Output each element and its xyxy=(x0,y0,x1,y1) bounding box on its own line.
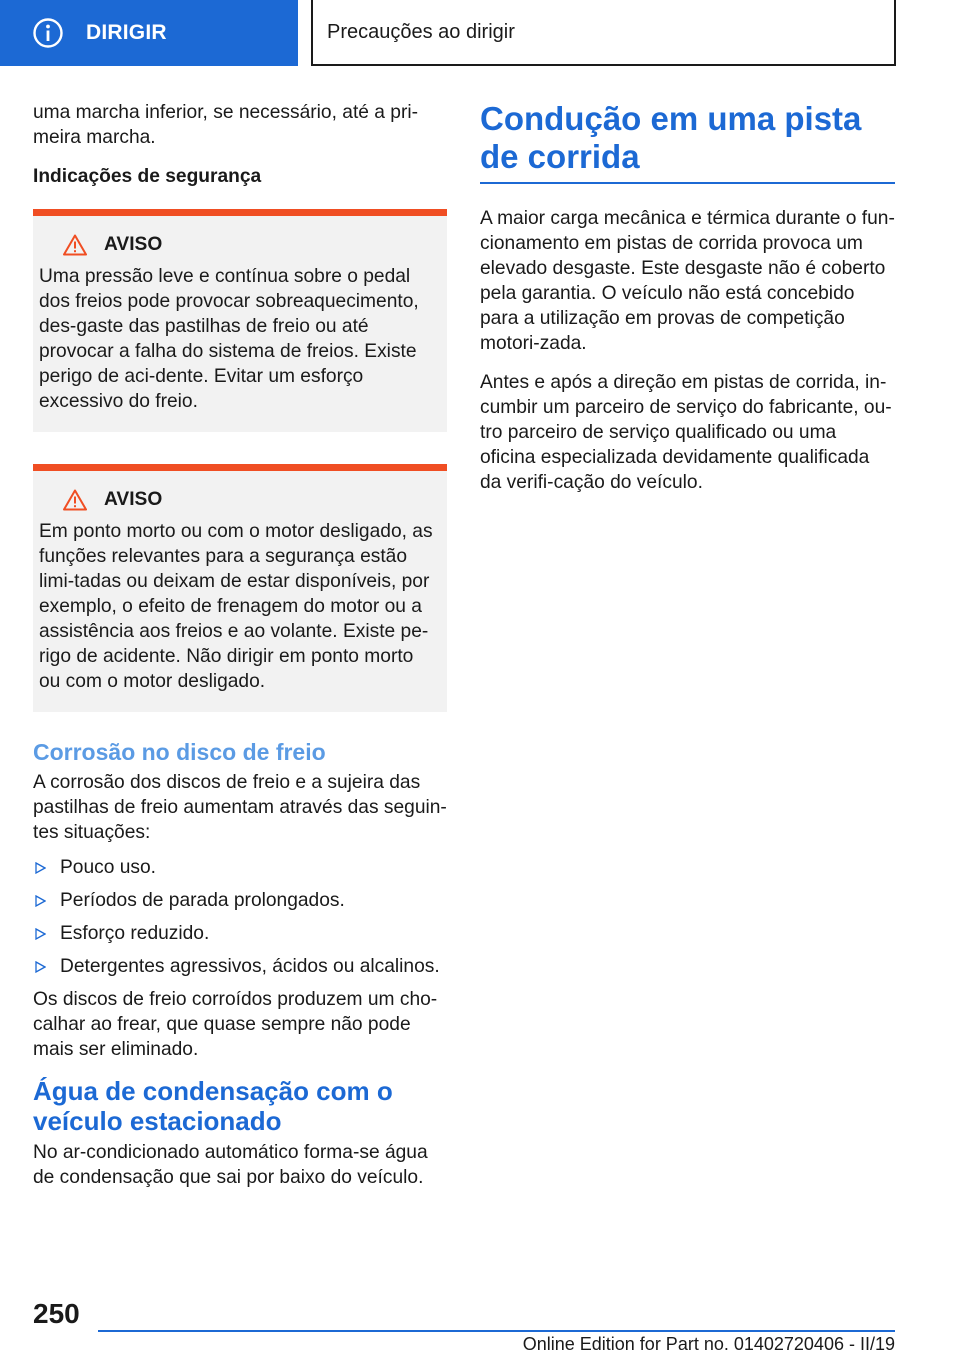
page-number: 250 xyxy=(33,1298,80,1329)
warning-title xyxy=(45,234,439,256)
chapter-tab xyxy=(311,0,896,66)
warning-label: AVISO xyxy=(104,489,163,510)
bullet-triangle-icon xyxy=(35,961,46,973)
warning-body: Em ponto morto ou com o motor desligado, as funções relevantes para a segurança estão limi-tadas ou deixam de estar disponíveis, por exemplo, o efeito de frenagem do motor ou a assistência aos freios e ao volante. Existe pe-rigo de acidente. Não dirigir em ponto morto ou com o motor desligado. xyxy=(39,521,433,692)
corrosion-outro: Os discos de freio corroídos produzem um cho-calhar ao frear, que quase sempre não pode mais ser eliminado. xyxy=(33,989,438,1060)
race-track-heading: Condução em uma pista de corrida xyxy=(480,100,862,175)
warning-triangle-icon xyxy=(63,489,87,511)
bullet-triangle-icon xyxy=(35,928,46,940)
list-item-text: Detergentes agressivos, ácidos ou alcalinos. xyxy=(60,956,440,977)
warning-label: AVISO xyxy=(104,234,163,255)
race-track-paragraph-2: Antes e após a direção em pistas de corrida, in-cumbir um parceiro de serviço do fabricante, ou-tro parceiro de serviço qualificado ou uma oficina especializada devidamente qualificada da verifi-cação do veículo. xyxy=(480,372,892,493)
bullet-triangle-icon xyxy=(35,895,46,907)
condensation-body: No ar-condicionado automático forma-se água de condensação que sai por baixo do veículo. xyxy=(33,1142,428,1188)
warning-body: Uma pressão leve e contínua sobre o pedal dos freios pode provocar sobreaquecimento, des-gaste das pastilhas de freio ou até provocar a falha do sistema de freios. Existe perigo de aci-dente. Evitar um esforço excessivo do freio. xyxy=(39,266,419,412)
warning-box-2 xyxy=(33,464,447,712)
intro-paragraph: uma marcha inferior, se necessário, até a pri-meira marcha. xyxy=(33,102,418,148)
section-tab xyxy=(0,0,298,66)
corrosion-intro: A corrosão dos discos de freio e a sujeira das pastilhas de freio aumentam através das seguin-tes situações: xyxy=(33,772,447,843)
corrosion-heading: Corrosão no disco de freio xyxy=(33,739,326,765)
list-item-text: Períodos de parada prolongados. xyxy=(60,890,345,911)
heading-divider xyxy=(480,182,895,184)
section-label: DIRIGIR xyxy=(86,21,167,44)
warning-triangle-icon xyxy=(63,234,87,256)
list-item xyxy=(33,888,447,913)
page-header xyxy=(0,0,960,66)
warning-title xyxy=(45,489,439,511)
chapter-title: Precauções ao dirigir xyxy=(327,20,515,43)
corrosion-list xyxy=(33,855,447,979)
footer-divider xyxy=(98,1330,895,1332)
bullet-triangle-icon xyxy=(35,862,46,874)
list-item xyxy=(33,954,447,979)
warning-box-1 xyxy=(33,209,447,432)
safety-heading: Indicações de segurança xyxy=(33,166,262,187)
left-column xyxy=(33,100,447,1190)
footer-edition: Online Edition for Part no. 01402720406 - II/19 xyxy=(522,1334,895,1354)
list-item-text: Esforço reduzido. xyxy=(60,923,210,944)
right-column xyxy=(480,100,895,509)
condensation-heading: Água de condensação com o veículo estacionado xyxy=(33,1076,393,1136)
info-icon xyxy=(32,17,64,49)
list-item xyxy=(33,921,447,946)
list-item xyxy=(33,855,447,880)
list-item-text: Pouco uso. xyxy=(60,857,157,878)
race-track-paragraph-1: A maior carga mecânica e térmica durante o fun-cionamento em pistas de corrida provoca um elevado desgaste. Este desgaste não é coberto pela garantia. O veículo não está concebido para a utilização em provas de competição motori-zada. xyxy=(480,208,895,354)
